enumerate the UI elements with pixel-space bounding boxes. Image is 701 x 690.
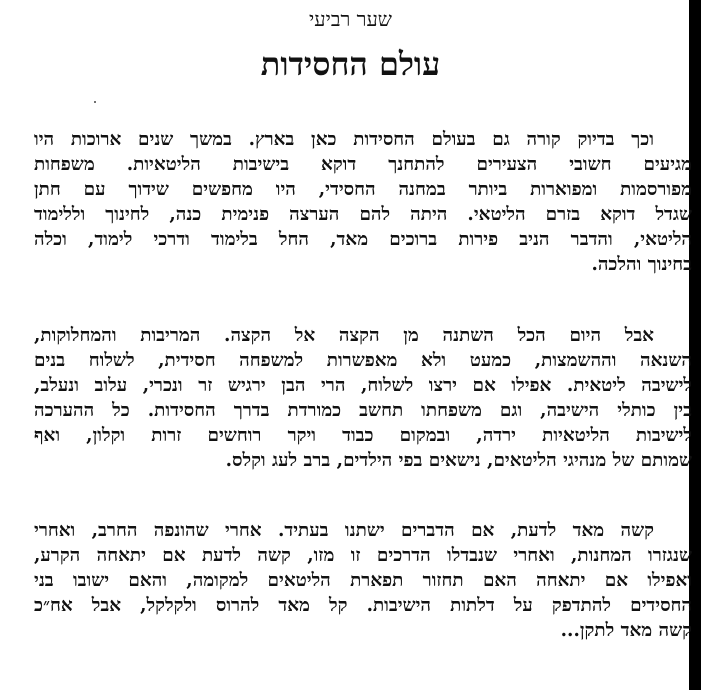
section-heading: שער רביעי [309,7,392,31]
text-line: אבל היום הכל השתנה מן הקצה אל הקצה. המריבות והמחלוקות, [34,325,654,346]
text-line: החסידים להתדפק על דלתות הישיבות. קל מאד להרוס ולקלקל, אבל אח״כ [34,595,692,616]
text-line: וכך בדיוק קורה גם בעולם החסידות כאן בארץ. במשך שנים ארוכות היו [34,129,654,150]
print-speck [94,101,96,103]
text-line: לישיבה ליטאית. אפילו אם ירצו לשלוח, הרי הבן ירגיש זר ונכרי, עלוב ונעלב, [34,375,692,396]
text-line: קשה מאד לדעת, אם הדברים ישתנו בעתיד. אחרי שהונפה החרב, ואחרי [34,520,654,541]
text-line: קשה מאד לתקן... [560,620,692,641]
text-line: ואפילו אם יתאחה האם תחזור תפארת הליטאים למקומה, והאם ישובו בני [34,570,692,591]
text-line: שנגזרו המחנות, ואחרי שנבדלו הדרכים זו מזו, קשה לדעת אם יתאחה הקרע, [34,545,692,566]
paragraph-2 [34,323,692,473]
paragraph-3 [34,518,692,643]
text-line: בחינוך והלכה. [591,254,692,275]
paragraph-1 [34,127,692,277]
text-line: הליטאי, והדבר הניב פירות ברוכים מאד, החל בלימוד ודרכי לימוד, וכלה [34,229,692,250]
text-line: שגדל דוקא בזרם הליטאי. היתה להם הערצה פנימית כנה, לחינוך וללימוד [34,204,692,225]
text-line: מגיעים חשובי הצעירים להתחנך דוקא בישיבות הליטאיות. משפחות [34,154,692,175]
text-line: בין כותלי הישיבה, וגם משפחתו תחשב כמורדת בדרך החסידות. כל ההערכה [34,400,692,421]
text-line: שמותם של מנהיגי הליטאים, נישאים בפי הילדים, ברב לעג וקלס. [225,450,692,471]
text-line: לישיבות הליטאיות ירדה, ובמקום כבוד ויקר רוחשים זרות וקלון, ואף [34,425,692,446]
text-line: מפורסמות ומפוארות ביותר במחנה החסידי, היו מחפשים שידוך עם חתן [34,179,692,200]
text-line: השנאה וההשמצות, כמעט ולא מאפשרות למשפחה חסידית, לשלוח בנים [34,350,692,371]
chapter-title: עולם החסידות [260,45,441,83]
